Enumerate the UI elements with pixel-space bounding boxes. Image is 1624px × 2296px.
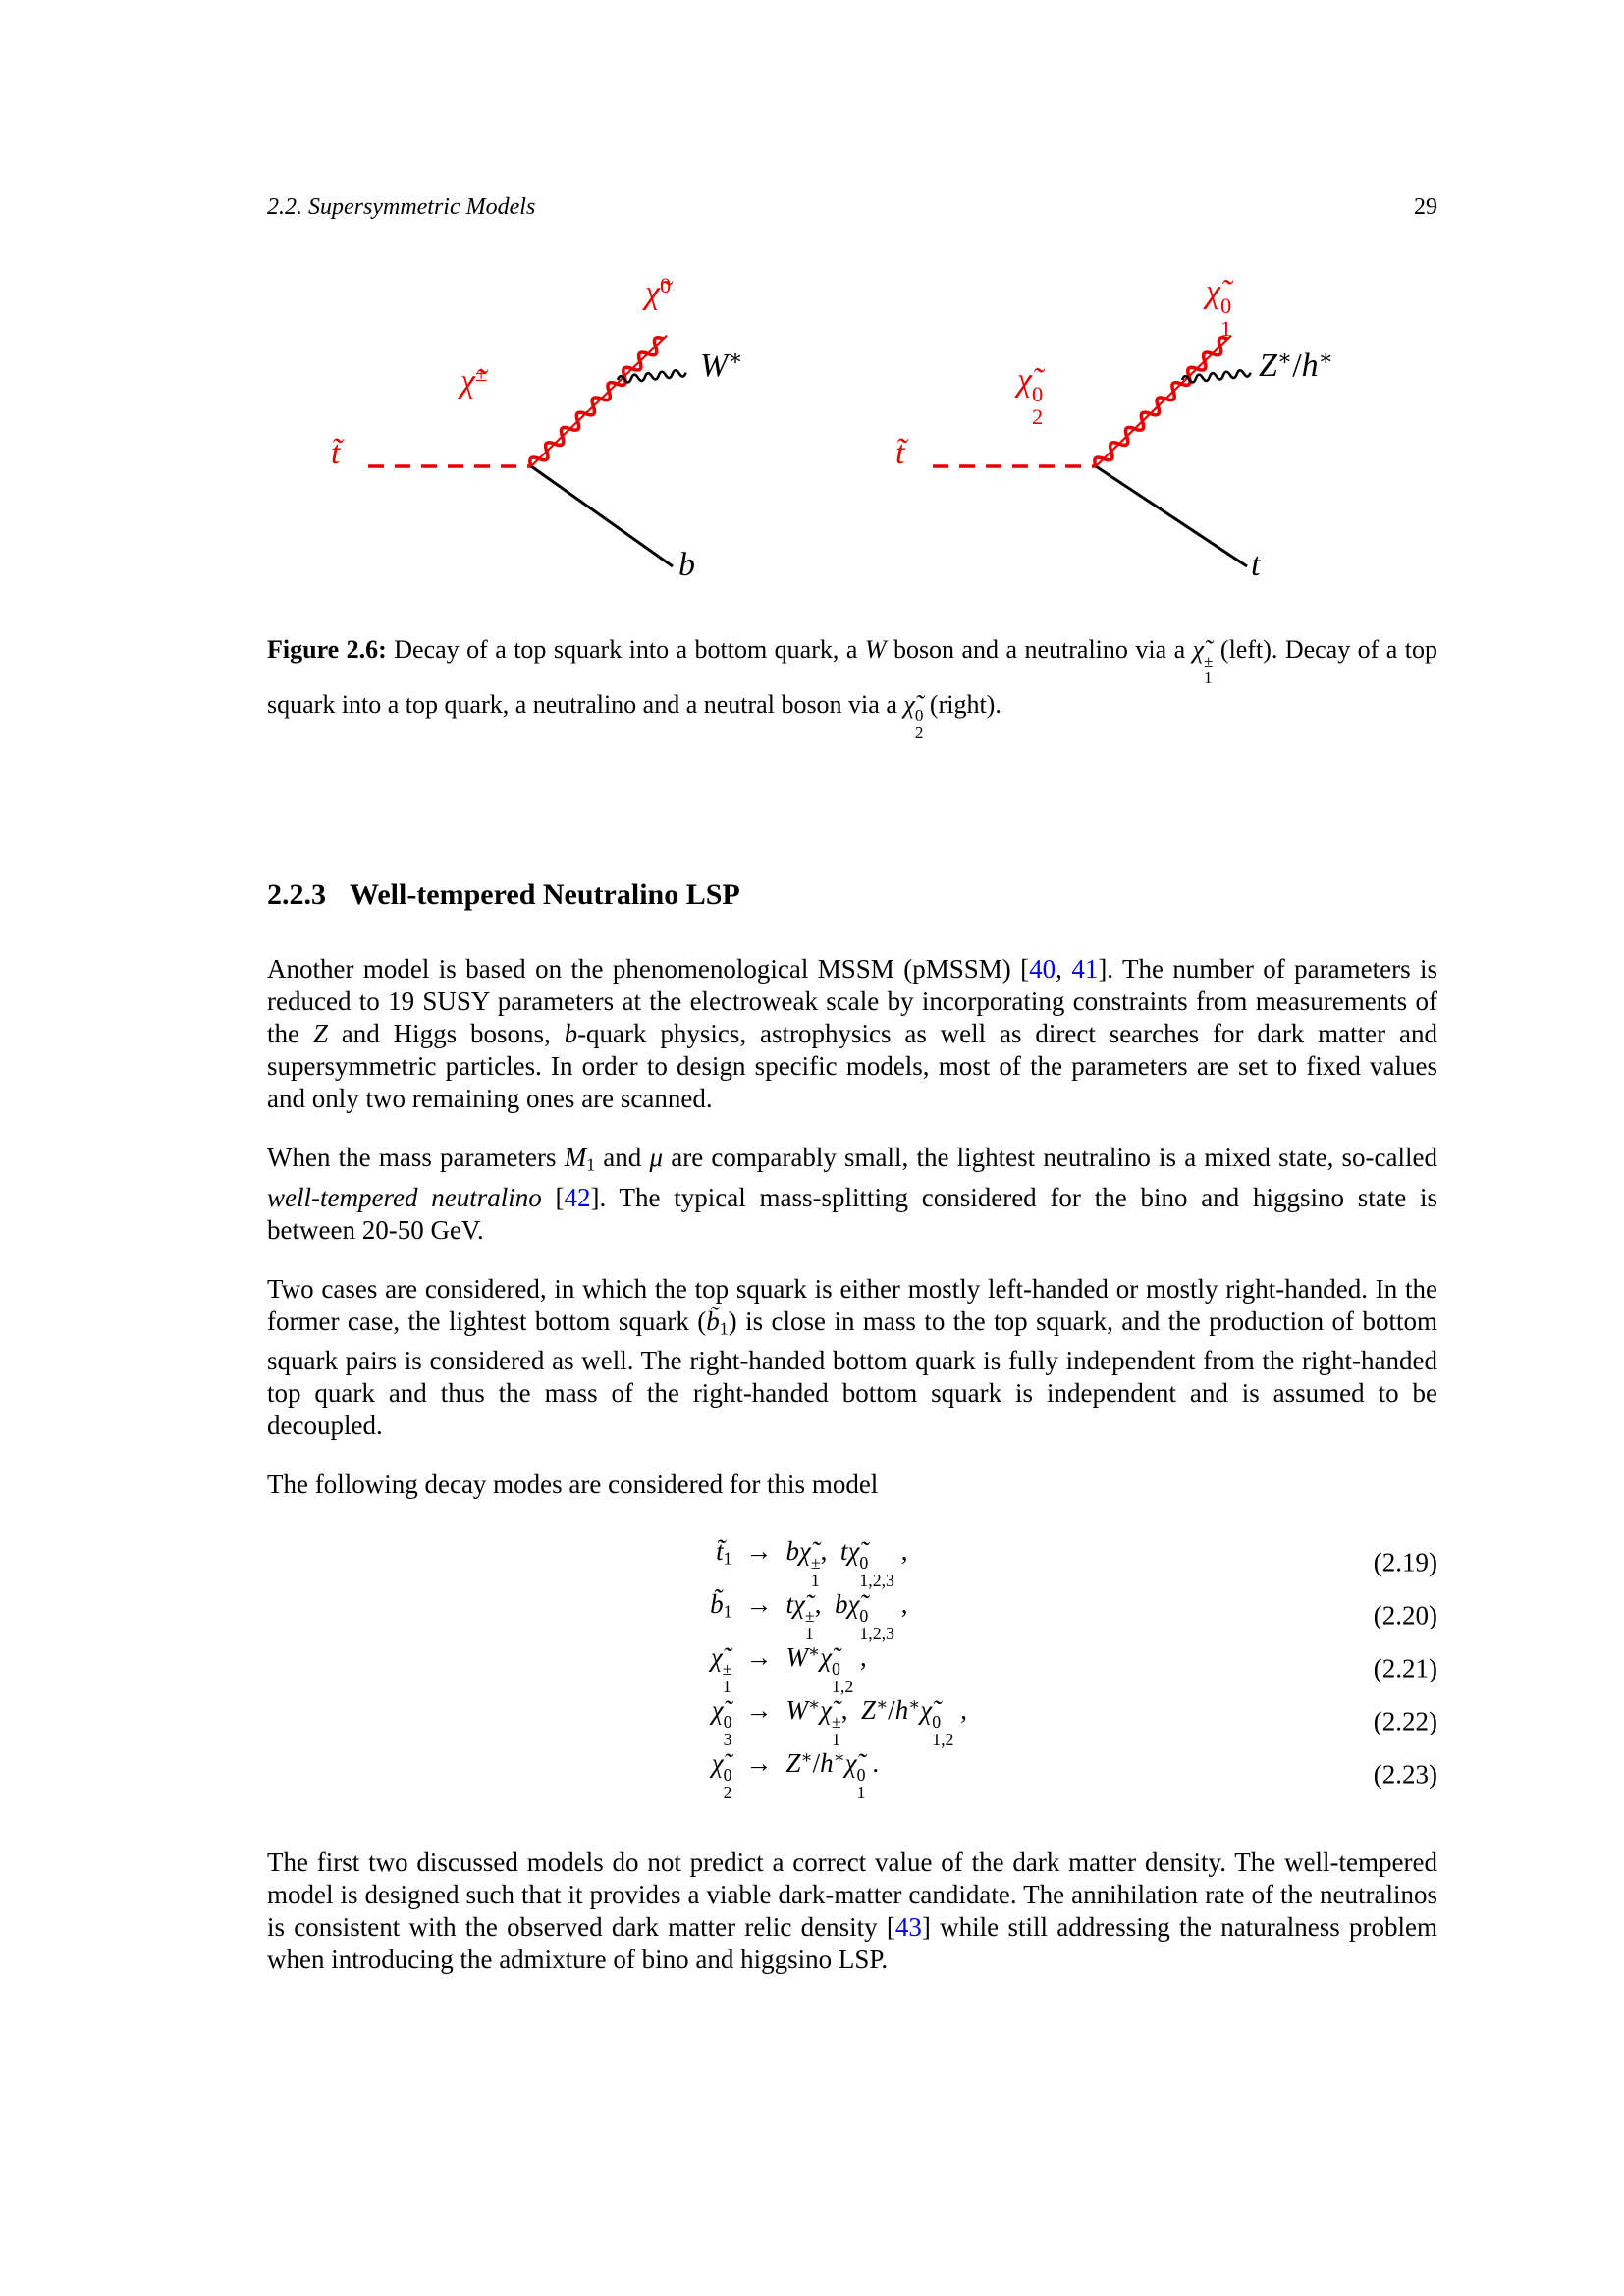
text-segment: , [893,1535,908,1566]
z-h-boson-group [1182,369,1251,383]
text-segment: ]. The typical mass-splitting considered for the bino and higgsino state is between 20-50 GeV. [267,1182,1437,1245]
b-quark-label [678,547,695,583]
chargino-propagator-group [527,331,671,470]
text-segment: χ̃ [1017,362,1032,399]
text-segment: / [812,1748,821,1779]
text-segment: 1 [586,1154,596,1175]
equation-row [267,1748,1437,1801]
text-segment: Decay of a top squark into a bottom quark, a [386,635,865,664]
text-segment: h [894,1695,909,1726]
text-segment: ∗ [833,1747,845,1768]
equation-lhs [605,1642,732,1695]
text-segment: ± 1 [722,1659,732,1697]
text-segment: b̃ [710,1588,724,1619]
text-segment: ]. The number of parameters is reduced to 19 SUSY parameters at the electroweak scale by incorporating constraints from measurements of the [267,954,1437,1049]
text-segment: When the mass parameters [267,1143,565,1173]
text-segment: b̃ [706,1306,720,1336]
equation-row [267,1536,1437,1589]
text-segment: 0 1,2,3 [859,1605,894,1643]
text-segment: 0 2 [1031,382,1044,430]
text-segment: ∗ [800,1747,813,1768]
page-header [267,194,1437,221]
decay-arrow: → [745,1535,773,1566]
text-segment: χ̃ [799,1535,811,1566]
text-segment: χ̃ [460,363,475,400]
text-segment: b [678,547,695,583]
paragraph-5 [267,1846,1437,1976]
text-segment: t [839,1535,848,1566]
text-segment: , [1056,954,1072,985]
text-segment: χ̃ [1206,274,1220,310]
text-segment: and Higgs bosons, [327,1019,565,1049]
text-segment: χ̃ [920,1695,933,1726]
w-boson-label [700,347,743,385]
decay-arrow: → [745,1588,773,1619]
equation-row [267,1695,1437,1748]
text-segment: χ̃ [847,1535,860,1566]
text-segment: 1 [723,1601,732,1622]
page-number: 29 [1414,194,1437,220]
figure-caption [267,632,1437,741]
text-segment: χ̃ [1192,635,1205,664]
equation-lhs [605,1695,732,1748]
top-quark-line [1096,466,1247,566]
text-segment: W [864,635,887,664]
text-segment: , [840,1695,862,1726]
equation-math [605,1641,1179,1695]
text-segment: t̃ [331,435,341,471]
equation-row [267,1589,1437,1642]
text-segment: t [785,1588,794,1619]
text-segment: χ̃ [844,1748,857,1779]
text-segment: 0 [659,273,672,297]
top-quark-label [1251,547,1260,583]
neutralino1-label [1206,274,1231,341]
text-segment: ∗ [1276,346,1293,370]
section-number: 2.2.3 [267,879,326,912]
feynman-diagram-right-canvas [882,260,1387,599]
text-segment: χ̃ [793,1588,805,1619]
text-segment: b [834,1588,848,1619]
section-title: Well-tempered Neutralino LSP [350,879,740,912]
text-segment: boson and a neutralino via a [886,635,1193,664]
text-segment: Figure 2.6: [267,635,387,664]
equation-math [605,1747,1179,1801]
text-segment: [ [541,1182,565,1212]
text-segment: (left). Decay of a top squark into a top quark, a neutralino and a neutral boson via a [267,635,1437,719]
equation-rhs [786,1694,1179,1748]
equation-row [267,1642,1437,1695]
text-segment: χ̃ [711,1695,724,1726]
text-segment: 1 [723,1548,732,1569]
text-segment: χ̃ [903,689,915,719]
text-segment: ∗ [728,346,743,370]
text-segment: 1 [719,1318,729,1338]
text-segment: h [1301,347,1319,385]
text-segment: 0 3 [723,1712,732,1750]
text-segment: χ̃ [710,1642,723,1673]
text-segment: 0 2 [723,1765,732,1803]
equation-number: (2.22) [1373,1706,1437,1736]
feynman-diagram-right [882,260,1387,599]
text-segment: χ̃ [820,1642,832,1673]
text-segment: ∗ [808,1694,821,1715]
chargino-label [460,362,487,400]
equation-math [605,1536,1179,1589]
text-segment: χ̃ [820,1695,832,1726]
paragraph-3 [267,1273,1437,1442]
citation-link[interactable]: 41 [1071,954,1099,985]
paragraph-4 [267,1468,1437,1501]
text-segment: 0 1,2 [932,1712,954,1750]
neutralino-label [645,274,671,312]
equation-number: (2.20) [1373,1600,1437,1630]
text-segment: ± [474,361,488,386]
feynman-diagram-left-canvas [317,260,823,599]
text-segment: , [820,1535,840,1566]
z-h-boson-label [1259,347,1333,385]
equation-rhs [786,1747,1179,1801]
equation-rhs [786,1536,1179,1589]
equation-number: (2.19) [1373,1547,1437,1577]
equation-math [605,1694,1179,1748]
text-segment: χ̃ [645,275,660,312]
decay-arrow: → [745,1695,773,1726]
text-segment: t̃ [716,1535,724,1566]
text-segment: ] while still addressing the naturalness problem when introducing the admixture of bino and higgsino LSP. [267,1912,1438,1974]
section-heading [267,879,1437,912]
text-segment: Another model is based on the phenomenological MSSM (pMSSM) [ [267,954,1030,985]
text-segment: Z [785,1748,801,1779]
text-segment: W [785,1642,808,1673]
neutralino2-propagator-group [1092,331,1235,470]
paragraph-1 [267,953,1437,1115]
paragraph-2 [267,1142,1437,1246]
w-boson-group [618,369,686,383]
text-segment: Z [1259,347,1277,385]
text-segment: ∗ [876,1694,889,1715]
text-segment: t [1251,547,1261,583]
citation-link[interactable]: 40 [1029,954,1056,985]
text-segment: The first two discussed models do not predict a correct value of the dark matter density. The well-tempered model is designed such that it provides a viable dark-matter candidate. The annihilation rate of the neutralinos is consistent with the observed dark matter relic density [ [267,1847,1437,1942]
text-segment: W [700,347,729,385]
text-segment: M [564,1143,587,1173]
text-segment: / [1292,347,1302,385]
text-segment: 0 1 [1219,294,1232,342]
text-segment: -quark physics, astrophysics as well as direct searches for dark matter and supersymmetric particles. In order to design specific models, most of the parameters are set to fixed values and only two remaining ones are scanned. [267,1019,1437,1114]
stop-squark-label [895,435,904,471]
stop-squark-label [331,435,340,471]
equation-lhs [605,1589,732,1622]
text-segment: χ̃ [847,1588,860,1619]
text-segment: , [853,1642,867,1673]
decay-arrow: → [745,1748,773,1779]
citation-link[interactable]: 43 [894,1912,922,1942]
running-section-title: 2.2. Supersymmetric Models [267,194,536,220]
text-segment: . [865,1748,880,1779]
text-segment: The following decay modes are considered for this model [267,1469,879,1499]
text-segment: Z [861,1695,877,1726]
text-segment: b [785,1535,799,1566]
equation-number: (2.21) [1373,1653,1437,1683]
text-segment: and [595,1143,650,1173]
text-segment: ∗ [1318,346,1333,370]
z-h-boson-wavy-line [1182,369,1251,383]
text-segment: ∗ [808,1641,821,1662]
text-segment: 0 1,2 [832,1659,854,1697]
b-quark-line [531,466,673,566]
w-boson-wavy-line [618,369,686,383]
text-segment: μ [649,1143,664,1173]
text-segment: Z [312,1019,328,1049]
text-segment: ± 1 [1204,651,1214,688]
equations-block [267,1536,1437,1801]
feynman-diagram-left [317,260,823,599]
text-segment: , [953,1695,967,1726]
text-segment: , [893,1588,908,1619]
neutralino2-label [1017,362,1043,429]
equation-rhs [786,1589,1179,1642]
text-segment: / [888,1695,895,1726]
text-segment: ± 1 [832,1712,841,1750]
text-segment: h [820,1748,834,1779]
text-segment: ∗ [908,1694,921,1715]
text-segment: 0 1 [856,1765,866,1803]
citation-link[interactable]: 42 [564,1182,591,1212]
text-segment: b [564,1019,578,1049]
text-segment: 0 2 [914,706,924,742]
text-segment: well-tempered neutralino [267,1182,542,1212]
text-segment: Two cases are considered, in which the top squark is either mostly left-handed or mostly right-handed. In the former case, the lightest bottom squark ( [267,1273,1437,1336]
text-segment: , [814,1588,835,1619]
text-segment: ± 1 [804,1605,815,1643]
decay-arrow: → [745,1642,773,1673]
text-segment: ) is close in mass to the top squark, and the production of bottom squark pairs is considered as well. The right-handed bottom quark is fully independent from the right-handed top quark and thus the mass of the right-handed bottom squark is independent and is assumed to be decoupled. [267,1306,1437,1440]
page-content [267,0,1437,1976]
text-segment: ± 1 [810,1552,821,1590]
equation-rhs [786,1641,1179,1695]
text-segment: are comparably small, the lightest neutralino is a mixed state, so-called [663,1143,1437,1173]
text-segment: t̃ [895,435,905,471]
text-segment: W [785,1695,808,1726]
equation-lhs [605,1536,732,1569]
text-segment: (right). [923,689,1001,719]
equation-number: (2.23) [1373,1759,1437,1789]
figure-2-6 [267,260,1437,599]
equation-math [605,1589,1179,1642]
equation-lhs [605,1748,732,1801]
text-segment: 0 1,2,3 [859,1552,894,1590]
text-segment: χ̃ [711,1748,724,1779]
